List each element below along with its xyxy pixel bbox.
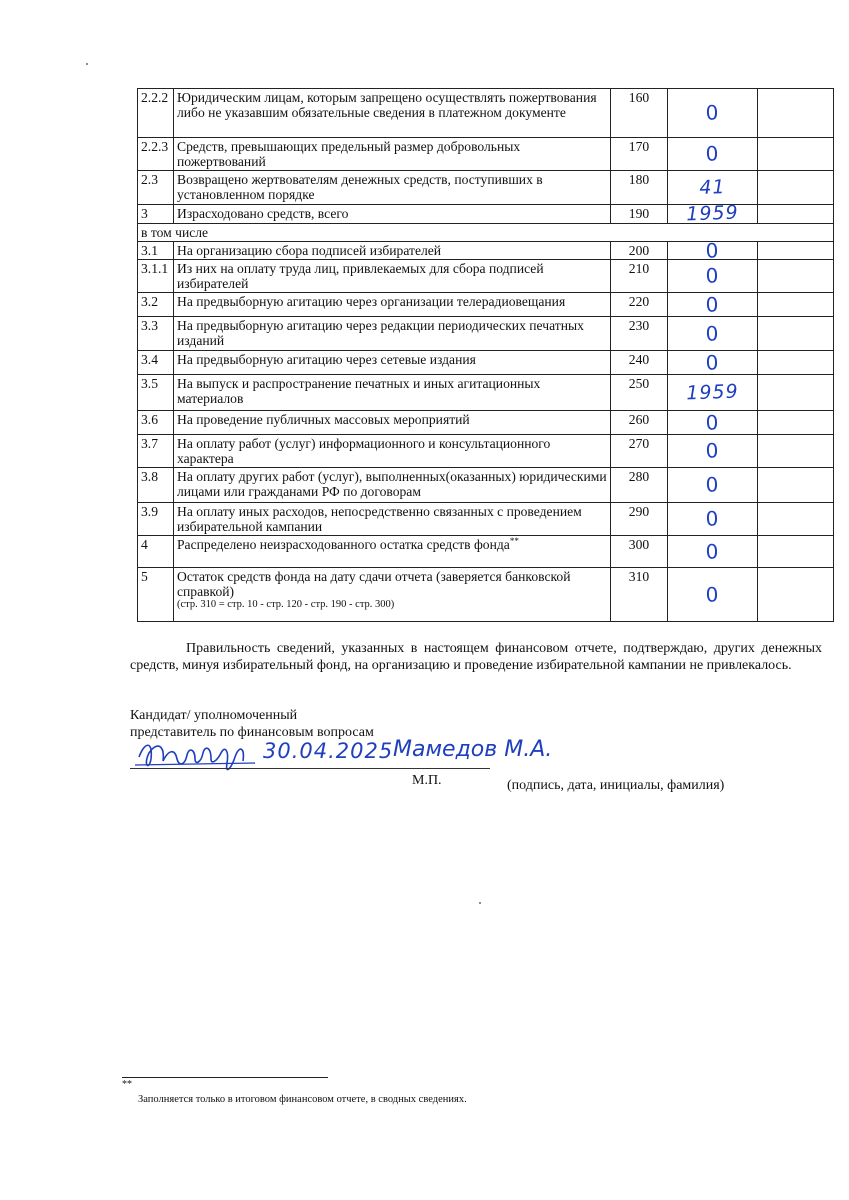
scan-speck <box>86 63 88 65</box>
row-number: 3.7 <box>138 435 174 468</box>
row-number: 3.8 <box>138 468 174 503</box>
handwritten-sum: 41 <box>699 175 726 199</box>
notes-cell <box>758 138 834 171</box>
row-number: 2.3 <box>138 171 174 205</box>
notes-cell <box>758 242 834 260</box>
sum-cell <box>668 89 758 138</box>
handwritten-sum: 0 <box>705 237 720 263</box>
row-code: 180 <box>611 171 668 205</box>
row-code: 160 <box>611 89 668 138</box>
notes-cell <box>758 351 834 375</box>
handwritten-sum: 0 <box>705 291 720 317</box>
row-code: 280 <box>611 468 668 503</box>
row-number: 3.6 <box>138 411 174 435</box>
row-label-cell <box>174 138 611 171</box>
table-row <box>138 171 834 205</box>
row-label: Остаток средств фонда на дату сдачи отчета (заверяется банковской справкой) <box>177 569 571 599</box>
row-label-cell <box>174 536 611 568</box>
row-formula: (стр. 310 = стр. 10 - стр. 120 - стр. 190 - стр. 300) <box>177 599 395 610</box>
table-row <box>138 351 834 375</box>
certification-statement: Правильность сведений, указанных в настоящем финансовом отчете, подтверждаю, других денежных средств, минуя избирательный фонд, на организацию и проведение избирательной кампании не привлекалось. <box>130 641 822 673</box>
row-label: Израсходовано средств, всего <box>177 206 349 221</box>
handwritten-sum: 1959 <box>685 201 740 226</box>
section-row <box>138 224 834 242</box>
row-label: На оплату других работ (услуг), выполненных(оказанных) юридическими лицами или гражданами РФ по договорам <box>177 469 607 499</box>
sum-cell <box>668 411 758 435</box>
row-label: На проведение публичных массовых мероприятий <box>177 412 470 427</box>
representative-role-line1: Кандидат/ уполномоченный <box>130 708 298 723</box>
handwritten-sum: 0 <box>705 100 720 125</box>
row-label: Из них на оплату труда лиц, привлекаемых для сбора подписей избирателей <box>177 261 544 291</box>
footnote-reference: ** <box>509 536 519 546</box>
notes-cell <box>758 568 834 622</box>
row-label: На оплату иных расходов, непосредственно связанных с проведением избирательной кампании <box>177 504 582 534</box>
notes-cell <box>758 89 834 138</box>
row-label: Средств, превышающих предельный размер добровольных пожертвований <box>177 139 521 169</box>
row-code: 200 <box>611 242 668 260</box>
handwritten-sum: 0 <box>705 409 720 435</box>
row-code: 300 <box>611 536 668 568</box>
row-label: На предвыборную агитацию через организации телерадиовещания <box>177 294 566 309</box>
stamp-place-label: М.П. <box>412 773 442 788</box>
table-row <box>138 503 834 536</box>
row-label-cell <box>174 411 611 435</box>
row-label: На организацию сбора подписей избирателей <box>177 243 442 258</box>
signature-caption: (подпись, дата, инициалы, фамилия) <box>507 778 725 793</box>
row-number: 4 <box>138 536 174 568</box>
notes-cell <box>758 293 834 317</box>
row-number: 3.3 <box>138 317 174 351</box>
handwritten-sum: 0 <box>705 349 720 375</box>
sum-cell <box>668 138 758 171</box>
signature-scribble <box>135 735 265 777</box>
row-label-cell <box>174 89 611 138</box>
row-label-cell <box>174 317 611 351</box>
handwritten-sum: 0 <box>705 320 720 346</box>
section-label: в том числе <box>138 224 834 242</box>
sum-cell <box>668 171 758 205</box>
row-number: 2.2.3 <box>138 138 174 171</box>
row-code: 260 <box>611 411 668 435</box>
table-row <box>138 317 834 351</box>
row-number: 2.2.2 <box>138 89 174 138</box>
sum-cell <box>668 351 758 375</box>
row-label-cell <box>174 293 611 317</box>
row-label-cell <box>174 568 611 622</box>
row-code: 230 <box>611 317 668 351</box>
notes-cell <box>758 411 834 435</box>
table-row <box>138 260 834 293</box>
handwritten-name: Мамедов М.А. <box>393 737 553 762</box>
handwritten-sum: 0 <box>705 506 720 531</box>
notes-cell <box>758 205 834 224</box>
handwritten-sum: 0 <box>705 141 720 166</box>
notes-cell <box>758 171 834 205</box>
row-label-cell <box>174 435 611 468</box>
row-label-cell <box>174 468 611 503</box>
row-code: 270 <box>611 435 668 468</box>
row-label: На предвыборную агитацию через редакции периодических печатных изданий <box>177 318 584 348</box>
handwritten-sum: 0 <box>705 581 720 607</box>
row-label-cell <box>174 503 611 536</box>
finance-report-table <box>137 88 834 622</box>
table-row <box>138 568 834 622</box>
sum-cell <box>668 293 758 317</box>
row-code: 310 <box>611 568 668 622</box>
row-number: 3.1 <box>138 242 174 260</box>
row-label-cell <box>174 205 611 224</box>
row-label: Возвращено жертвователям денежных средств, поступивших в установленном порядке <box>177 172 543 202</box>
sum-cell <box>668 375 758 411</box>
row-label: На оплату работ (услуг) информационного и консультационного характера <box>177 436 551 466</box>
handwritten-signature-block <box>135 739 605 779</box>
row-number: 3.9 <box>138 503 174 536</box>
representative-role-line2: представитель по финансовым вопросам <box>130 725 374 740</box>
row-number: 3 <box>138 205 174 224</box>
table-row <box>138 375 834 411</box>
row-label-cell <box>174 242 611 260</box>
row-code: 250 <box>611 375 668 411</box>
sum-cell <box>668 568 758 622</box>
row-number: 3.4 <box>138 351 174 375</box>
table-row <box>138 435 834 468</box>
table-row <box>138 242 834 260</box>
notes-cell <box>758 375 834 411</box>
row-label-cell <box>174 375 611 411</box>
handwritten-sum: 0 <box>705 438 720 463</box>
footnote-divider <box>122 1077 328 1078</box>
row-number: 3.1.1 <box>138 260 174 293</box>
scan-speck <box>479 902 481 904</box>
sum-cell <box>668 237 758 263</box>
row-label-cell <box>174 260 611 293</box>
row-number: 3.2 <box>138 293 174 317</box>
notes-cell <box>758 260 834 293</box>
row-code: 220 <box>611 293 668 317</box>
row-label: На предвыборную агитацию через сетевые издания <box>177 352 476 367</box>
sum-cell <box>668 536 758 568</box>
row-code: 240 <box>611 351 668 375</box>
notes-cell <box>758 317 834 351</box>
row-label: Юридическим лицам, которым запрещено осуществлять пожертвования либо не указавшим обязательные сведения в платежном документе <box>177 90 597 120</box>
sum-cell <box>668 468 758 503</box>
handwritten-sum: 0 <box>705 538 720 564</box>
row-code: 290 <box>611 503 668 536</box>
handwritten-date: 30.04.2025 <box>263 739 394 763</box>
row-code: 210 <box>611 260 668 293</box>
handwritten-sum: 1959 <box>685 380 740 404</box>
handwritten-sum: 0 <box>705 472 720 497</box>
sum-cell <box>668 503 758 536</box>
handwritten-sum: 0 <box>705 263 720 288</box>
table-row <box>138 138 834 171</box>
notes-cell <box>758 503 834 536</box>
signature-line <box>130 768 490 769</box>
row-label-cell <box>174 171 611 205</box>
row-code: 170 <box>611 138 668 171</box>
notes-cell <box>758 468 834 503</box>
sum-cell <box>668 260 758 293</box>
row-label-cell <box>174 351 611 375</box>
table-row <box>138 468 834 503</box>
row-number: 5 <box>138 568 174 622</box>
row-code: 190 <box>611 205 668 224</box>
footnote-mark: ** <box>122 1079 132 1090</box>
table-row <box>138 89 834 138</box>
table-row <box>138 205 834 224</box>
notes-cell <box>758 435 834 468</box>
row-label: Распределено неизрасходованного остатка средств фонда <box>177 537 510 552</box>
sum-cell <box>668 201 758 226</box>
finance-report-body <box>138 89 834 622</box>
sum-cell <box>668 435 758 468</box>
row-number: 3.5 <box>138 375 174 411</box>
table-row <box>138 293 834 317</box>
row-label: На выпуск и распространение печатных и иных агитационных материалов <box>177 376 541 406</box>
table-row <box>138 411 834 435</box>
notes-cell <box>758 536 834 568</box>
table-row <box>138 536 834 568</box>
footnote-text: Заполняется только в итоговом финансовом отчете, в сводных сведениях. <box>138 1094 467 1105</box>
sum-cell <box>668 317 758 351</box>
